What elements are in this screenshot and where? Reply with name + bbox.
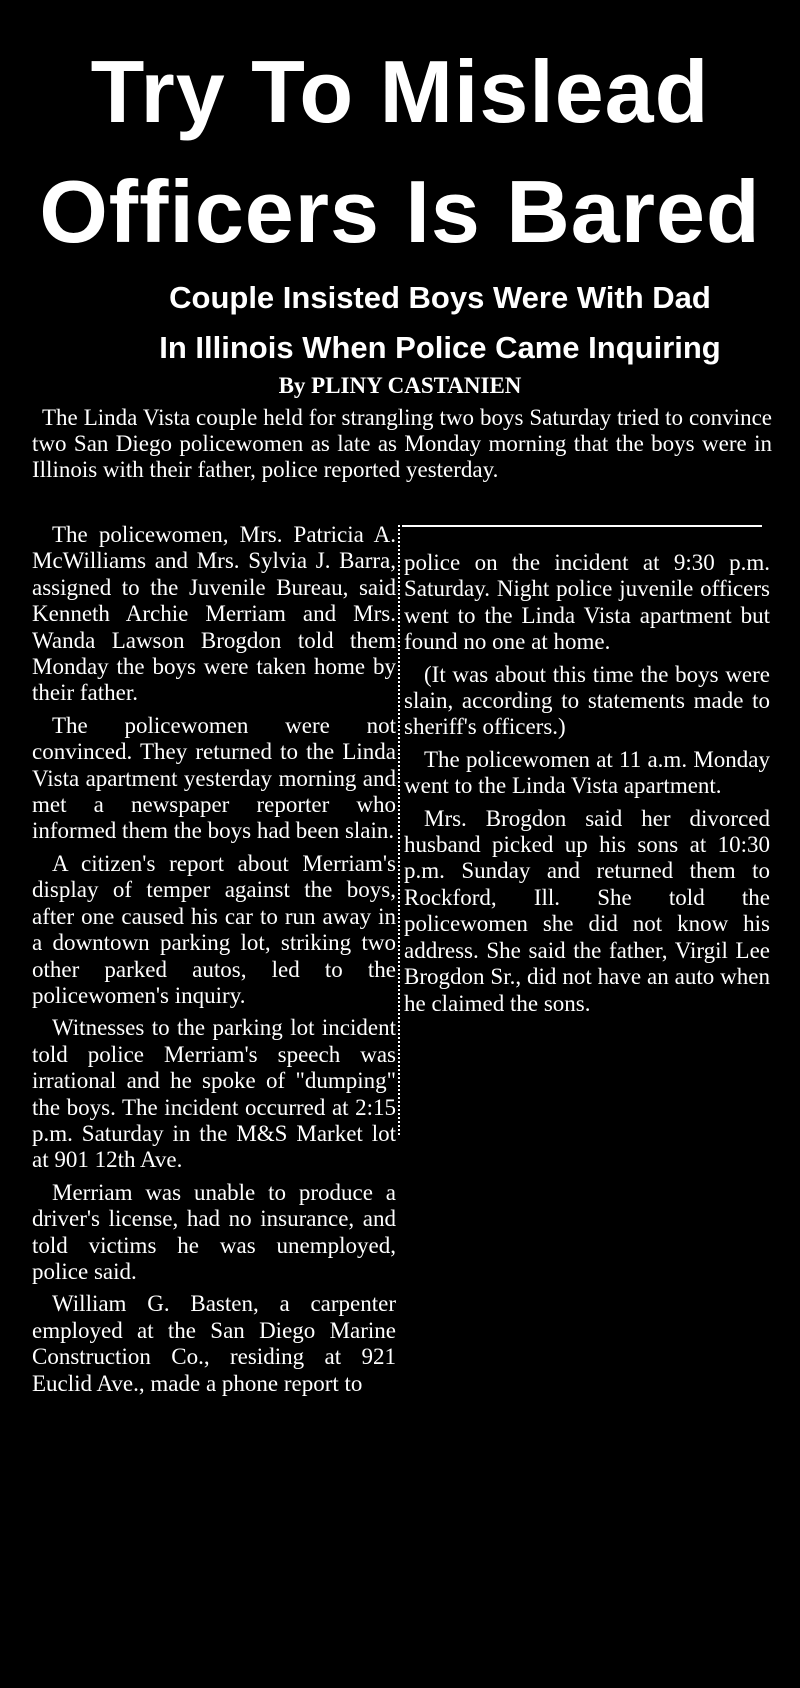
headline-line-1: Try To Mislead [90, 42, 710, 141]
right-column [404, 550, 770, 1023]
paragraph: (It was about this time the boys were slain, according to statements made to sheriff's officers.) [404, 661, 770, 740]
byline: By PLINY CASTANIEN [278, 373, 522, 398]
deck-line-1: Couple Insisted Boys Were With Dad [169, 280, 711, 315]
deck-line-2: In Illinois When Police Came Inquiring [159, 330, 721, 365]
column-rule [402, 525, 762, 527]
paragraph: Witnesses to the parking lot incident told police Merriam's speech was irrational and he spoke of "dumping" the boys. The incident occurred at 2:15 p.m. Saturday in the M&S Market lot at 901 12th Ave. [32, 1015, 396, 1173]
column-divider [398, 525, 400, 1135]
paragraph: police on the incident at 9:30 p.m. Saturday. Night police juvenile officers went to the Linda Vista apartment but found no one at home. [404, 550, 770, 655]
paragraph: Merriam was unable to produce a driver's license, had no insurance, and told victims he was unemployed, police said. [32, 1179, 396, 1284]
paragraph: A citizen's report about Merriam's display of temper against the boys, after one caused his car to run away in a downtown parking lot, striking two other parked autos, led to the policewomen's inquiry. [32, 850, 396, 1008]
paragraph: The policewomen, Mrs. Patricia A. McWilliams and Mrs. Sylvia J. Barra, assigned to the Juvenile Bureau, said Kenneth Archie Merriam and Mrs. Wanda Lawson Brogdon told them Monday the boys were taken home by their father. [32, 522, 396, 706]
left-column [32, 522, 396, 1403]
paragraph: Mrs. Brogdon said her divorced husband picked up his sons at 10:30 p.m. Sunday and returned them to Rockford, Ill. She told the policewomen she did not know his address. She said the father, Virgil Lee Brogdon Sr., did not have an auto when he claimed the sons. [404, 805, 770, 1016]
paragraph: William G. Basten, a carpenter employed at the San Diego Marine Construction Co., residing at 921 Euclid Ave., made a phone report to [32, 1291, 396, 1396]
paragraph: The policewomen at 11 a.m. Monday went to the Linda Vista apartment. [404, 746, 770, 799]
lede-paragraph: The Linda Vista couple held for strangling two boys Saturday tried to convince two San Diego policewomen as late as Monday morning that the boys were in Illinois with their father, police reported yesterday. [32, 405, 772, 482]
headline-line-2: Officers Is Bared [39, 162, 761, 261]
paragraph: The policewomen were not convinced. They returned to the Linda Vista apartment yesterday morning and met a newspaper reporter who informed them the boys had been slain. [32, 712, 396, 844]
